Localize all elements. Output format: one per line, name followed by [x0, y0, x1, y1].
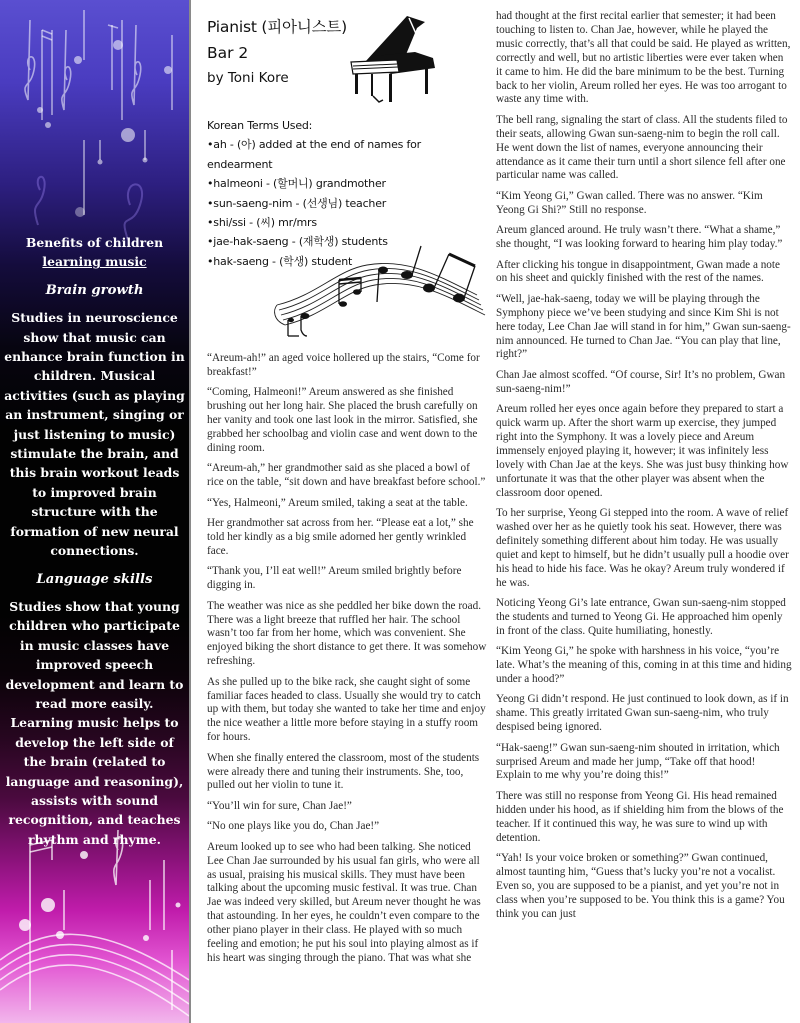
grand-piano-icon: [345, 14, 445, 106]
story-paragraph: When she finally entered the classroom, most of the students were already there and tuning their instruments. She, too, pulled out her violin to tune it.: [207, 751, 480, 792]
sidebar-text-brain-growth: Studies in neuroscience show that music can enhance brain function in children. Musical activities (such as playing an instrument, singing or just listening to music) stimulate the brain, and this brain workout leads to improved brain structure with the formation of new neural connections.: [4, 310, 185, 559]
sidebar-text-language-skills: Studies show that young children who participate in music classes have improved speech development and learn to read more easily. Learning music helps to develop the left side of the brain (related to language and reasoning), assists with sound recognition, and teaches rhythm and rhyme.: [5, 598, 184, 847]
story-paragraph: “Kim Yeong Gi,” he spoke with harshness in his voice, “you’re late. What’s the meaning of this, coming in at this time and hiding under a hood?”: [496, 645, 792, 685]
story-paragraph: “Hak-saeng!” Gwan sun-saeng-nim shouted in irritation, which surprised Areum and made her jump, “Take off that hood! Explain to me why you’re doing this!”: [496, 741, 780, 782]
story-paragraph: Chan Jae almost scoffed. “Of course, Sir! It’s no problem, Gwan sun-saeng-nim!”: [496, 368, 786, 395]
story-paragraph: “Yah! Is your voice broken or something?” Gwan continued, almost taunting him, “Guess that’s lucky you’re not a vocalist. Even so, you are supposed to be a pianist, and yet you’re not in class when you’re supposed to be. You think this is a game? You think you can just: [496, 851, 785, 920]
story-paragraph: The weather was nice as she peddled her bike down the road. There was a light breeze that ruffled her hair. The school wasn’t too far from her home, which was convenient. She enjoyed biking the short distance to get there. It was somehow refreshing.: [207, 599, 487, 668]
story-paragraph: “Thank you, I’ll eat well!” Areum smiled brightly before digging in.: [207, 565, 462, 592]
story-paragraph: As she pulled up to the bike rack, she caught sight of some familiar faces headed to class. Usually she would try to catch up with them, but today she wanted to take her time and enjoy the nice weather a little more before staying in a stuffy room for hours.: [207, 675, 486, 744]
sidebar-heading-brain-growth: Brain growth: [45, 282, 144, 298]
term-item: •hak-saeng - (학생) student: [207, 254, 353, 268]
story-paragraph: “No one plays like you do, Chan Jae!”: [207, 820, 380, 833]
term-item: •jae-hak-saeng - (재학생) students: [207, 235, 388, 249]
story-paragraph: “Areum-ah!” an aged voice hollered up the stairs, “Come for breakfast!”: [207, 352, 480, 378]
music-staff-icon: [207, 240, 487, 340]
benefits-sidebar: [0, 0, 191, 1023]
story-paragraph: There was still no response from Yeong Gi. His head remained hidden under his hood, as if shielding him from the blows of the teacher. If it continued this way, he was sure to wind up with detention.: [496, 789, 784, 844]
story-byline: by Toni Kore: [207, 70, 289, 86]
story-paragraph: Yeong Gi didn’t respond. He just continued to look down, as if in shame. This greatly irritated Gwan sun-saeng-nim, who truly despised being ignored.: [496, 693, 789, 734]
story-paragraph: “Coming, Halmeoni!” Areum answered as she finished brushing out her long hair. She placed the brush carefully on her vanity and took one last look in the mirror. Satisfied, she grabbed her schoolbag and violin case and went down to the dining room.: [207, 386, 478, 454]
term-item: •halmeoni - (할머니) grandmother: [207, 177, 386, 191]
story-paragraph: “Kim Yeong Gi,” Gwan called. There was no answer. “Kim Yeong Gi Shi?” Still no response.: [496, 189, 763, 216]
sidebar-content: [0, 233, 189, 849]
terms-heading: Korean Terms Used:: [207, 119, 313, 132]
term-item: •sun-saeng-nim - (선생님) teacher: [207, 196, 387, 210]
story-paragraph: “You’ll win for sure, Chan Jae!”: [207, 799, 352, 812]
sidebar-title-line2: learning music: [42, 254, 147, 270]
term-item: endearment: [207, 157, 273, 171]
story-paragraph: had thought at the first recital earlier that semester; it had been touching to listen to. Chan Jae, however, while he played the music correctly, that’s all that could be said. He played as written, correctly and well, but no artistic liberties were ever taken when it came to him. He did the bare minimum to be the best. Turning back to her violin, Areum rolled her eyes. He was too arrogant to waste any time with.: [496, 10, 791, 106]
term-item: •shi/ssi - (씨) mr/mrs: [207, 216, 317, 230]
story-text-column-1: [207, 352, 489, 972]
sidebar-title-line1: Benefits of children: [25, 235, 164, 250]
story-paragraph: Noticing Yeong Gi’s late entrance, Gwan sun-saeng-nim stopped the students and turned to Yeong Gi. He approached him openly in front of the class. Quite humiliating, honestly.: [496, 596, 786, 637]
story-paragraph: To her surprise, Yeong Gi stepped into the room. A wave of relief washed over her as he quietly took his seat. However, there was definitely something different about him today. He was usually quiet and kept to himself, but he didn’t usually pull a hoodie over his head to hide his face. Was he okay? Areum truly wondered if he was.: [496, 507, 789, 589]
story-paragraph: Her grandmother sat across from her. “Please eat a lot,” she told her kindly as a big smile adorned her gently wrinkled face.: [207, 517, 474, 557]
sidebar-title: [0, 233, 189, 272]
story-paragraph: “Yes, Halmeoni,” Areum smiled, taking a seat at the table.: [207, 496, 468, 509]
story-paragraph: After clicking his tongue in disappointment, Gwan made a note on his sheet and quickly finished with the rest of the names.: [496, 258, 780, 285]
story-paragraph: “Well, jae-hak-saeng, today we will be playing through the Symphony piece we’ve been studying and since Kim Shi is not here today, Lee Chan Jae will stand in for him,” Gwan sun-saeng-nim announced. He turned to Chan Jae. “You can play that line, right?”: [496, 292, 791, 361]
story-paragraph: Areum looked up to see who had been talking. She noticed Lee Chan Jae surrounded by his usual fan girls, who were all as usual, praising his musical skills. They must have been talking about the upcoming music festival. It was true. Chan Jae was indeed very skilled, but Areum never thought he was that astounding. In her eyes, he couldn’t even compare to the other piano player in their class. He played with so much feeling and emotion; he put his soul into playing almost as if his heart was singing through the piano. That was what she: [207, 840, 481, 964]
term-item: •ah - (아) added at the end of names for: [207, 138, 421, 152]
sidebar-heading-language-skills: Language skills: [36, 571, 153, 587]
story-bar-number: Bar 2: [207, 44, 249, 62]
story-title: Pianist (피아니스트): [207, 18, 347, 36]
story-column-2: [496, 10, 792, 928]
story-paragraph: The bell rang, signaling the start of class. All the students filed to their seats, allowing Gwan sun-saeng-nim to begin the roll call. He went down the list of names, everyone announcing their attendance as it came their turn until a short silence fell after one particular name was called.: [496, 113, 788, 182]
story-paragraph: Areum rolled her eyes once again before they prepared to start a quick warm up. After the short warm up exercise, they jumped right into the Symphony. It was a lovely piece and Areum immensely enjoyed playing it, however; it was infinitely less lovely with Chan Jae at the keys. She was just busy thinking how unfortunate it was that the other player was absent when the classroom door opened.: [496, 403, 789, 499]
story-column-1: [207, 0, 489, 1023]
story-paragraph: Areum glanced around. He truly wasn’t there. “What a shame,” she thought, “I was looking forward to hearing him play today.”: [496, 224, 783, 251]
story-paragraph: “Areum-ah,” her grandmother said as she placed a bowl of rice on the table, “sit down and have breakfast before school.”: [207, 462, 486, 489]
